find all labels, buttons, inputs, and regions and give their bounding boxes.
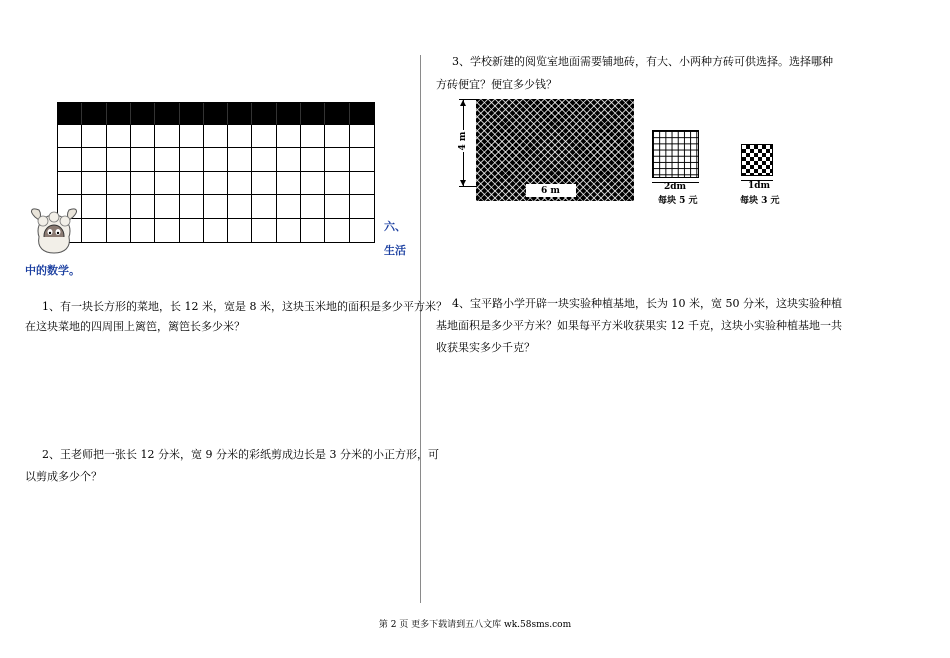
grid-cell [107, 148, 131, 171]
answer-grid-table [57, 102, 375, 243]
grid-cell [58, 125, 82, 148]
question-3-line: 3、学校新建的阅览室地面需要铺地砖，有大、小两种方砖可供选择。选择哪种 [452, 55, 833, 68]
grid-cell [228, 219, 252, 242]
grid-cell [107, 125, 131, 148]
grid-header-cell [204, 103, 228, 125]
grid-cell [204, 219, 228, 242]
arrow-up-icon [460, 100, 466, 106]
arrow-down-icon [460, 180, 466, 186]
question-3-line: 方砖便宜？便宜多少钱？ [436, 78, 557, 91]
grid-cell [228, 125, 252, 148]
dimension-tick [459, 186, 477, 187]
grid-cell [301, 219, 325, 242]
question-1-line: 1、有一块长方形的菜地，长 12 米，宽是 8 米，这块玉米地的面积是多少平方米？ [42, 300, 447, 313]
grid-cell [277, 195, 301, 218]
grid-cell [82, 172, 106, 195]
grid-cell [252, 148, 276, 171]
grid-cell [82, 125, 106, 148]
grid-cell [155, 219, 179, 242]
grid-cell [82, 219, 106, 242]
grid-cell [180, 219, 204, 242]
grid-cell [252, 195, 276, 218]
small-tile-size-label: 1dm [748, 181, 771, 191]
page-footer: 第 2 页 更多下载请到五八文库 wk.58sms.com [378, 620, 572, 630]
grid-cell [107, 219, 131, 242]
grid-cell [325, 219, 349, 242]
grid-header-cell [252, 103, 276, 125]
grid-cell [107, 172, 131, 195]
question-4-line: 4、宝平路小学开辟一块实验种植基地，长为 10 米，宽 50 分米，这块实验种植 [452, 297, 842, 310]
grid-cell [180, 125, 204, 148]
grid-header-cell [82, 103, 106, 125]
question-2-line: 2、王老师把一张长 12 分米，宽 9 分米的彩纸剪成边长是 3 分米的小正方形，可 [42, 448, 439, 461]
grid-cell [325, 195, 349, 218]
grid-cell [131, 148, 155, 171]
section-heading: 中的数学。 [25, 264, 80, 277]
section-heading-part: 生活 [384, 244, 406, 257]
grid-cell [131, 195, 155, 218]
grid-cell [277, 172, 301, 195]
question-4-line: 基地面积是多少平方米？如果每平方米收获果实 12 千克，这块小实验种植基地一共 [436, 319, 842, 332]
grid-cell [204, 195, 228, 218]
grid-header-cell [325, 103, 349, 125]
grid-cell [155, 172, 179, 195]
grid-cell [277, 125, 301, 148]
grid-header-cell [107, 103, 131, 125]
grid-cell [180, 172, 204, 195]
grid-cell [131, 125, 155, 148]
grid-cell [350, 172, 374, 195]
grid-cell [325, 172, 349, 195]
grid-header-cell [131, 103, 155, 125]
big-tile-size-label: 2dm [664, 182, 687, 192]
grid-cell [228, 148, 252, 171]
question-1-line: 在这块菜地的四周围上篱笆，篱笆长多少米？ [25, 320, 245, 333]
grid-cell [350, 148, 374, 171]
big-tile-figure [652, 130, 699, 178]
grid-cell [204, 148, 228, 171]
small-tile-figure [741, 144, 773, 176]
grid-cell [228, 195, 252, 218]
grid-cell [58, 172, 82, 195]
grid-cell [180, 148, 204, 171]
grid-cell [131, 219, 155, 242]
grid-cell [301, 172, 325, 195]
grid-cell [325, 148, 349, 171]
grid-cell [277, 148, 301, 171]
grid-cell [325, 125, 349, 148]
grid-cell [155, 125, 179, 148]
grid-header-cell [277, 103, 301, 125]
grid-header-cell [155, 103, 179, 125]
grid-cell [350, 125, 374, 148]
grid-cell [228, 172, 252, 195]
grid-cell [82, 195, 106, 218]
column-divider [420, 55, 421, 603]
grid-cell [180, 195, 204, 218]
grid-cell [301, 148, 325, 171]
grid-cell [204, 172, 228, 195]
grid-cell [58, 148, 82, 171]
room-width-label: 6 m [541, 186, 560, 196]
grid-cell [277, 219, 301, 242]
grid-cell [301, 125, 325, 148]
grid-header-cell [228, 103, 252, 125]
grid-header-cell [301, 103, 325, 125]
grid-cell [252, 172, 276, 195]
section-heading-part: 六、 [384, 220, 406, 233]
grid-cell [107, 195, 131, 218]
sheep-cartoon-icon [29, 207, 79, 255]
grid-cell [131, 172, 155, 195]
grid-header-cell [350, 103, 374, 125]
grid-cell [350, 195, 374, 218]
grid-cell [350, 219, 374, 242]
grid-cell [155, 195, 179, 218]
big-tile-price-label: 每块 5 元 [658, 196, 698, 206]
grid-cell [155, 148, 179, 171]
grid-cell [301, 195, 325, 218]
grid-header-cell [180, 103, 204, 125]
question-2-line: 以剪成多少个？ [25, 470, 102, 483]
grid-cell [252, 125, 276, 148]
grid-cell [204, 125, 228, 148]
small-tile-price-label: 每块 3 元 [740, 196, 780, 206]
grid-cell [82, 148, 106, 171]
grid-cell [252, 219, 276, 242]
question-4-line: 收获果实多少千克？ [436, 341, 535, 354]
room-height-label: 4 m [458, 131, 468, 151]
grid-header-cell [58, 103, 82, 125]
